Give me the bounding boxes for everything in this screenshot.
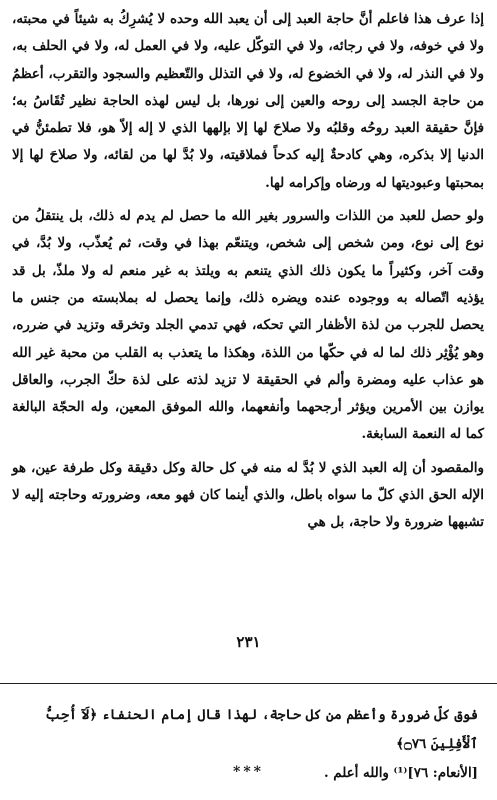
paragraph-1	[12, 6, 484, 197]
continuation-text: فوق كلّ ضرورة وأعظم من كل حاجة، لهذا قال إمام الحنفاء	[101, 707, 478, 723]
paragraph-3-text: والمقصود أن إله العبد الذي لا بُدَّ له منه في كل حالة وكل دقيقة وكل طرفة عين، هو الإله الحق الذي كلّ ما سواه باطل، والذي أينما كان فهو معه، وضرورته وحاجته إليه لا تشبهها ضرورة ولا حاجة، بل هي	[12, 459, 484, 531]
paragraph-1-text: إذا عرف هذا فاعلم أنَّ حاجة العبد إلى أن يعبد الله وحده لا يُشرِكُ به شيئاً في محبته، ولا في خوفه، ولا في رجائه، ولا في التوكّل عليه، ولا في العمل له، ولا في الحلف به، ولا في النذر له، ولا في الخضوع له، ولا في التذلل والتّعظيم والسجود والتقرب، أعظمُ من حاجة الجسد إلى روحه والعين إلى نورها، بل ليس لهذه الحاجة نظير تُقَاسُ به؛ فإنَّ حقيقة العبد روحُه وقلبُه ولا صلاحَ لها إلا بإلهها الذي لا إله إلاّ هو، فلا تطمئنُّ في الدنيا إلا بذكره، وهي كادحةٌ إليه كدحاً فملاقيته، ولا بُدَّ لها من لقائه، ولا صلاحَ لها إلا بمحبتها وعبوديتها له ورضاه وإكرامه لها.	[12, 11, 484, 191]
paragraph-2	[12, 203, 484, 449]
page-number: ٢٣١	[236, 633, 261, 651]
paragraph-2-text: ولو حصل للعبد من اللذات والسرور بغير الله ما حصل لم يدم له ذلك، بل ينتقلُ من نوع إلى نوع، ومن شخص إلى شخص، ويتنعّم بهذا في وقت، ثم يُعذّب، ولا بُدَّ، في وقت آخر، وكثيراً ما يكون ذلك الذي يتنعم به ويلتذ به غير منعم له ولا ملذّ، بل قد يؤذيه اتّصاله به ووجوده عنده ويضره ذلك، وإنما يحصل له بملابسته من جنس ما يحصل للجرب من لذة الأظفار التي تحكه، فهي تدمي الجلد وتخرقه وتزيد في ضرره، وهو يُؤْثِر ذلك لما له في حكّها من اللذة، وهكذا ما يتعذب به القلب من محبة غير الله هو عذاب عليه ومضرة وألم في الحقيقة لا تزيد لذته على لذة حكّ الجرب، والعاقل يوازن بين الأمرين ويؤثر أرجحهما وأنفعهما، والله الموفق المعين، وله الحجّة البالغة كما له النعمة السابغة.	[12, 208, 484, 443]
main-text-block	[12, 6, 484, 537]
quranic-verse: ﴿لَآ أُحِبُّ ٱلْأَفِلِينَ ۝٧٦﴾	[45, 707, 478, 752]
verse-citation: [الأنعام: ٧٦]⁽¹⁾ والله أعلم .	[323, 765, 478, 781]
section-end-ornament: ***	[233, 764, 264, 780]
page-divider	[0, 683, 497, 684]
continuation-line-1	[38, 701, 478, 759]
paragraph-3	[12, 455, 484, 537]
